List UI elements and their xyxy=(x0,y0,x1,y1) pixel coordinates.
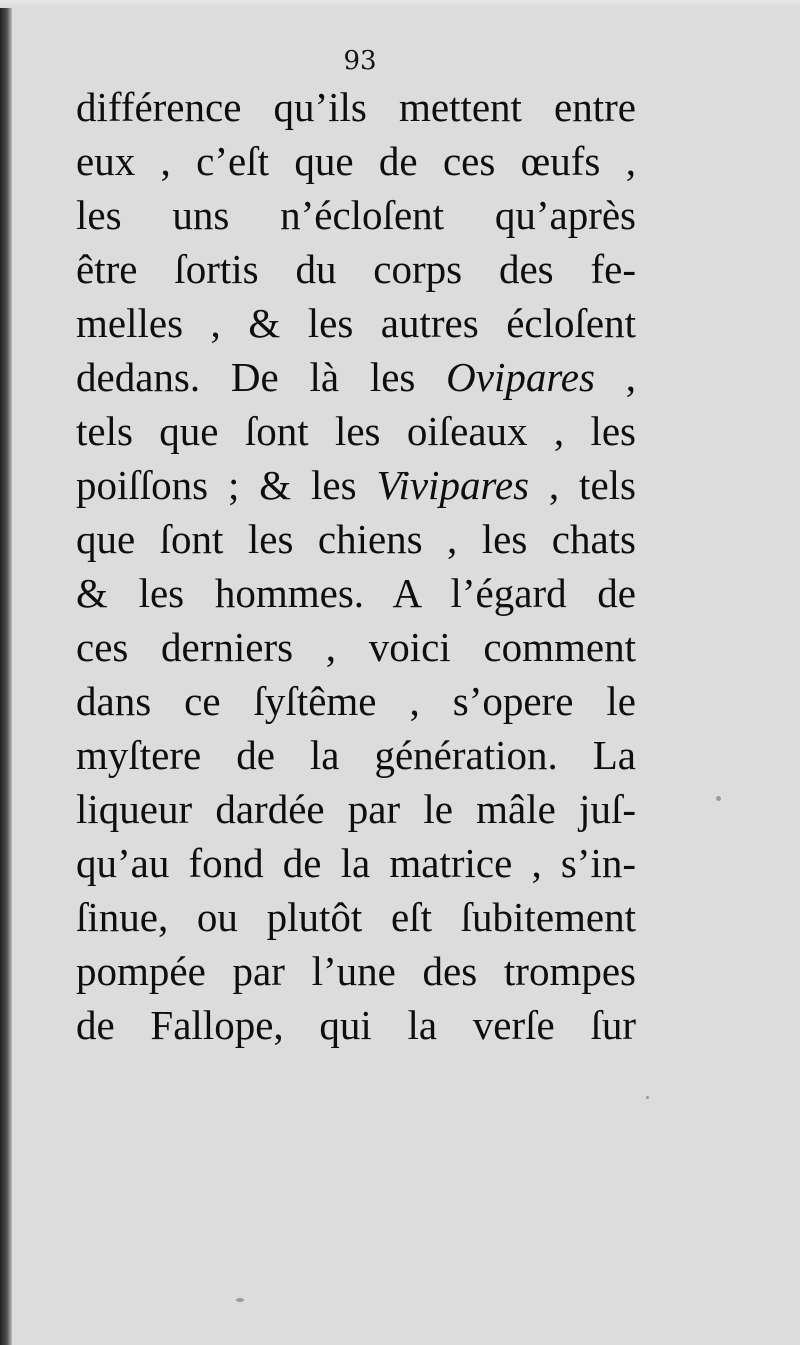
text-run: eux , c’eſt que de ces œufs , xyxy=(76,138,636,184)
text-line xyxy=(76,566,636,620)
text-line xyxy=(76,134,636,188)
text-line xyxy=(76,188,636,242)
text-line xyxy=(76,836,636,890)
text-run: être ſortis du corps des fe- xyxy=(76,246,636,292)
text-line xyxy=(76,512,636,566)
paper-speck xyxy=(646,1096,649,1099)
text-line xyxy=(76,296,636,350)
text-line xyxy=(76,350,636,404)
text-line xyxy=(76,458,636,512)
text-run: de Fallope, qui la verſe ſur xyxy=(76,1002,636,1048)
text-run: que ſont les chiens , les chats xyxy=(76,516,636,562)
text-line xyxy=(76,80,636,134)
page-top-shadow xyxy=(0,0,800,8)
text-line xyxy=(76,404,636,458)
paper-speck xyxy=(236,1298,244,1302)
text-line xyxy=(76,782,636,836)
text-line xyxy=(76,728,636,782)
text-run: qu’au fond de la matrice , s’in- xyxy=(76,840,636,886)
text-line xyxy=(76,890,636,944)
text-run: différence qu’ils mettent entre xyxy=(76,84,636,130)
text-run: , tels xyxy=(529,462,636,508)
italic-term: Ovipares xyxy=(446,354,595,400)
text-line xyxy=(76,944,636,998)
page-number: 93 xyxy=(343,46,377,76)
body-text xyxy=(76,80,636,1052)
text-line xyxy=(76,620,636,674)
text-run: les uns n’écloſent qu’après xyxy=(76,192,636,238)
text-run: pompée par l’une des trompes xyxy=(76,948,636,994)
text-run: liqueur dardée par le mâle juſ- xyxy=(76,786,636,832)
text-line xyxy=(76,998,636,1052)
text-line xyxy=(76,674,636,728)
text-run: melles , & les autres écloſent xyxy=(76,300,636,346)
paper-speck xyxy=(716,796,721,801)
text-run: & les hommes. A l’égard de xyxy=(76,570,636,616)
text-run: myſtere de la génération. La xyxy=(76,732,636,778)
scan-edge xyxy=(0,0,12,1345)
text-run: tels que ſont les oiſeaux , les xyxy=(76,408,636,454)
text-run: dedans. De là les xyxy=(76,354,447,400)
text-run: dans ce ſyſtême , s’opere le xyxy=(76,678,636,724)
text-run: , xyxy=(594,354,636,400)
text-run: poiſſons ; & les xyxy=(76,462,377,508)
italic-term: Vivipares xyxy=(376,462,530,508)
text-run: ces derniers , voici comment xyxy=(76,624,636,670)
text-line xyxy=(76,242,636,296)
text-run: ſinue, ou plutôt eſt ſubitement xyxy=(76,894,636,940)
